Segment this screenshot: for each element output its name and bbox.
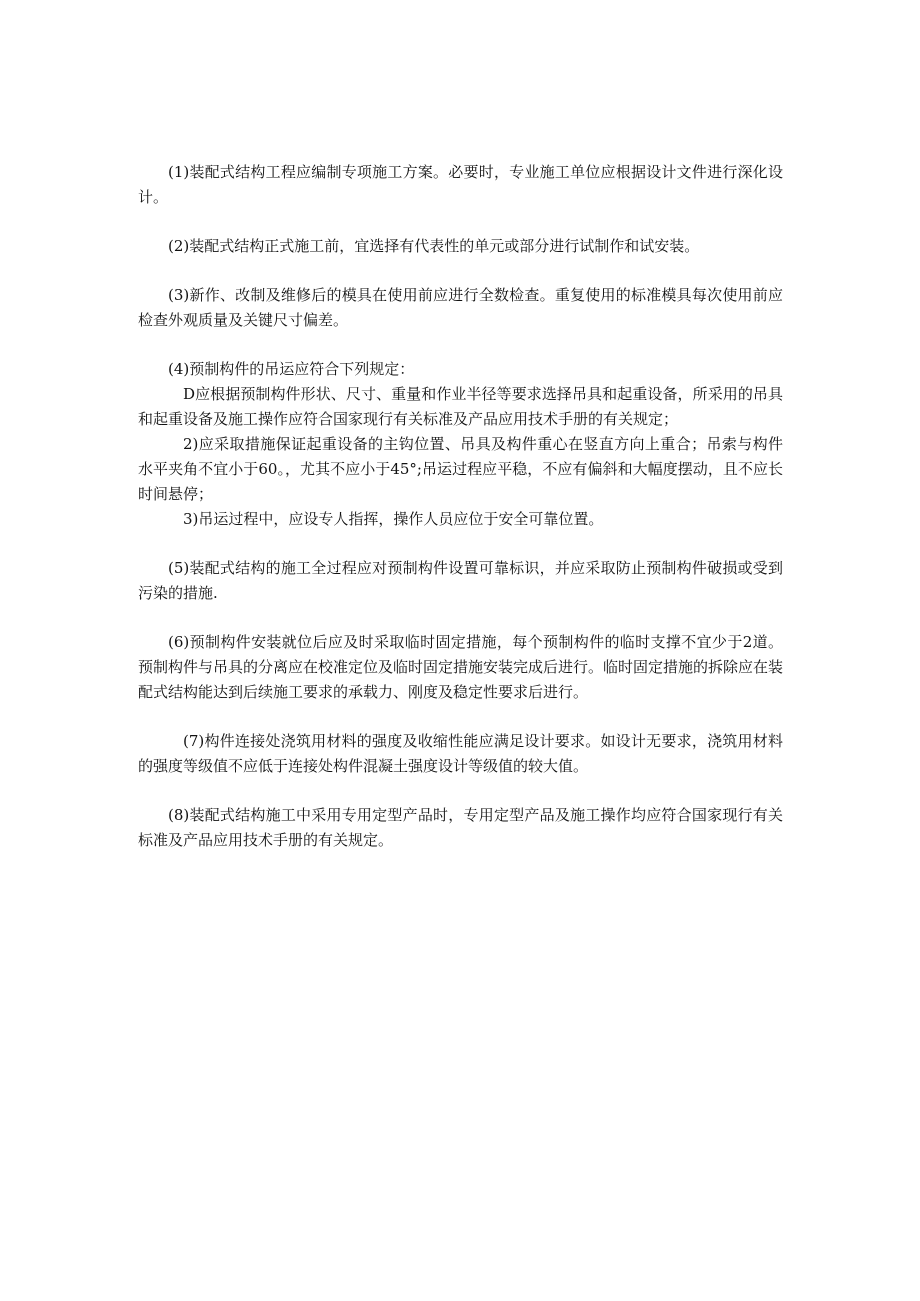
paragraph-4-subitem-3: 3)吊运过程中，应设专人指挥，操作人员应位于安全可靠位置。 [183, 510, 604, 528]
paragraph-5: (5)装配式结构的施工全过程应对预制构件设置可靠标识，并应采取防止预制构件破损或受到污染的措施. [138, 559, 783, 602]
paragraph-2: (2)装配式结构正式施工前，宜选择有代表性的单元或部分进行试制作和试安装。 [168, 237, 700, 255]
paragraph-8: (8)装配式结构施工中采用专用定型产品时，专用定型产品及施工操作均应符合国家现行有关标准及产品应用技术手册的有关规定。 [138, 806, 783, 849]
paragraph-4-lead: (4)预制构件的吊运应符合下列规定： [168, 360, 415, 378]
paragraph-1: (1)装配式结构工程应编制专项施工方案。必要时，专业施工单位应根据设计文件进行深化设计。 [138, 163, 783, 206]
paragraph-4-group [138, 357, 783, 532]
paragraph-6: (6)预制构件安装就位后应及时采取临时固定措施，每个预制构件的临时支撑不宜少于2道。预制构件与吊具的分离应在校准定位及临时固定措施安装完成后进行。临时固定措施的拆除应在装配式结构能达到后续施工要求的承载力、刚度及稳定性要求后进行。 [138, 633, 784, 701]
paragraph-3: (3)新作、改制及维修后的模具在使用前应进行全数检查。重复使用的标准模具每次使用前应检查外观质量及关键尺寸偏差。 [138, 286, 783, 329]
paragraph-7: (7)构件连接处浇筑用材料的强度及收缩性能应满足设计要求。如设计无要求，浇筑用材料的强度等级值不应低于连接处构件混凝土强度设计等级值的较大值。 [138, 732, 783, 775]
paragraph-4-subitem-2: 2)应采取措施保证起重设备的主钩位置、吊具及构件重心在竖直方向上重合；吊索与构件水平夹角不宜小于60。，尤其不应小于45°;吊运过程应平稳，不应有偏斜和大幅度摆动，且不应长时间悬停； [138, 435, 783, 503]
paragraph-4-subitem-1: D应根据预制构件形状、尺寸、重量和作业半径等要求选择吊具和起重设备，所采用的吊具和起重设备及施工操作应符合国家现行有关标准及产品应用技术手册的有关规定； [138, 385, 783, 428]
document-body [138, 160, 783, 877]
